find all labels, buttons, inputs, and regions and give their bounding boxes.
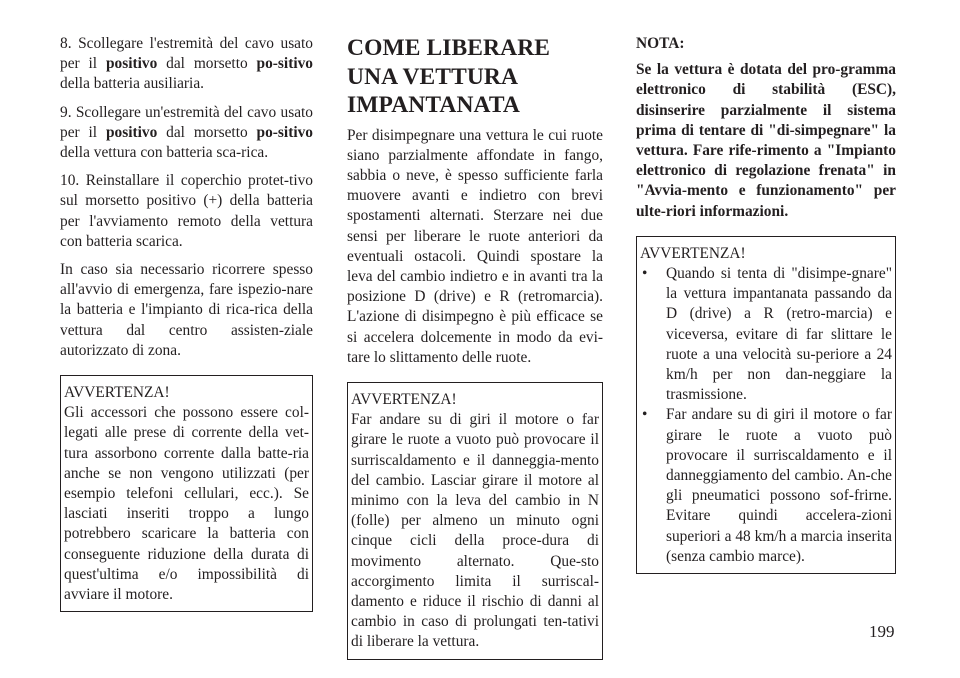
- warning-title: AVVERTENZA!: [64, 384, 170, 402]
- note-text: Se la vettura è dotata del pro-gramma elettronico di stabilità (ESC), disinserire parzialmente il sistema prima di tentare di "di-simpegnare" la vettura. Fare rife-rimento a "Impianto elettronico di regolazione frenata" in "Avvia-mento e funzionamento" per ulte-riori informazioni.: [636, 61, 896, 220]
- warning-title: AVVERTENZA!: [640, 244, 746, 262]
- step-10-paragraph: 10. Reinstallare il coperchio protet-tivo sul morsetto positivo (+) della batteria per l'avviamento remoto della vettura con batteria scarica.: [60, 172, 313, 250]
- warning-text: Far andare su di giri il motore o far girare le ruote a vuoto può provocare il surriscaldamento e il danneggia-mento del cambio. Lasciar girare il motore al minimo con la leva del cambio in N (folle) per almeno un minuto ogni cinque cicli della proce-dura di movimento alternato. Que-sto accorgimento limita il surriscal-damento e riduce il rischio di danni al cambio in caso di prolungati ten-tativi di liberare la vettura.: [351, 411, 599, 651]
- warning-title: AVVERTENZA!: [351, 390, 457, 408]
- note-title: NOTA:: [636, 35, 685, 52]
- inspection-paragraph: In caso sia necessario ricorrere spesso all'avvio di emergenza, fare ispezio-nare la batteria e l'impianto di rica-rica della vettura dal centro assisten-ziale autorizzato di zona.: [60, 261, 313, 359]
- middle-column: [347, 34, 603, 660]
- list-item: • Quando si tenta di "disimpe-gnare" la vettura impantanata passando da D (drive) a R (retro-marcia) e viceversa, evitare di far slittare le ruote a una velocità su-periore a 24 km/h per non dan-neggiare la trasmissione.: [642, 265, 892, 404]
- warning-list: [640, 264, 892, 567]
- bullet-icon: •: [642, 406, 648, 424]
- warning-box-list: [636, 236, 896, 574]
- bullet-icon: •: [642, 265, 648, 283]
- left-column: [60, 34, 313, 612]
- step-8-paragraph: 8. Scollegare l'estremità del cavo usato per il positivo dal morsetto po-sitivo della batteria ausiliaria.: [60, 35, 313, 93]
- warning-text: Gli accessori che possono essere col-legati alle prese di corrente della vet-tura assorbono corrente dalla batte-ria anche se non vengono utilizzati (per esempio telefoni cellulari, ecc.). Se lasciati inseriti troppo a lungo potrebbero scaricare la batteria con conseguente riduzione della durata di quest'ultima e/o impossibilità di avviare il motore.: [64, 404, 309, 604]
- right-column: [636, 34, 896, 574]
- warning-box-engine: [347, 382, 603, 660]
- unstuck-paragraph: Per disimpegnare una vettura le cui ruote siano parzialmente affondate in fango, sabbia o neve, è spesso sufficiente farla muovere avanti e indietro con brevi spostamenti alternati. Sterzare nei due sensi per liberare le ruote anteriori da eventuali ostacoli. Quindi spostare la leva del cambio indietro e in avanti tra la posizione D (drive) e R (retromarcia). L'azione di disimpegno è più efficace se si accelera dolcemente in modo da evi-tare lo slittamento delle ruote.: [347, 126, 603, 366]
- list-item: • Far andare su di giri il motore o far girare le ruote a vuoto può provocare il surriscaldamento e il danneggiamento del cambio. An-che gli pneumatici possono sof-frirne. Evitare quindi accelera-zioni superiori a 48 km/h a marcia inserita (senza cambio marce).: [642, 406, 892, 565]
- step-9-paragraph: 9. Scollegare un'estremità del cavo usato per il positivo dal morsetto po-sitivo della vettura con batteria sca-rica.: [60, 103, 313, 162]
- warning-box-accessories: [60, 375, 313, 612]
- section-heading: COME LIBERARE UNA VETTURA IMPANTANATA: [347, 35, 551, 118]
- page-number: 199: [869, 622, 895, 641]
